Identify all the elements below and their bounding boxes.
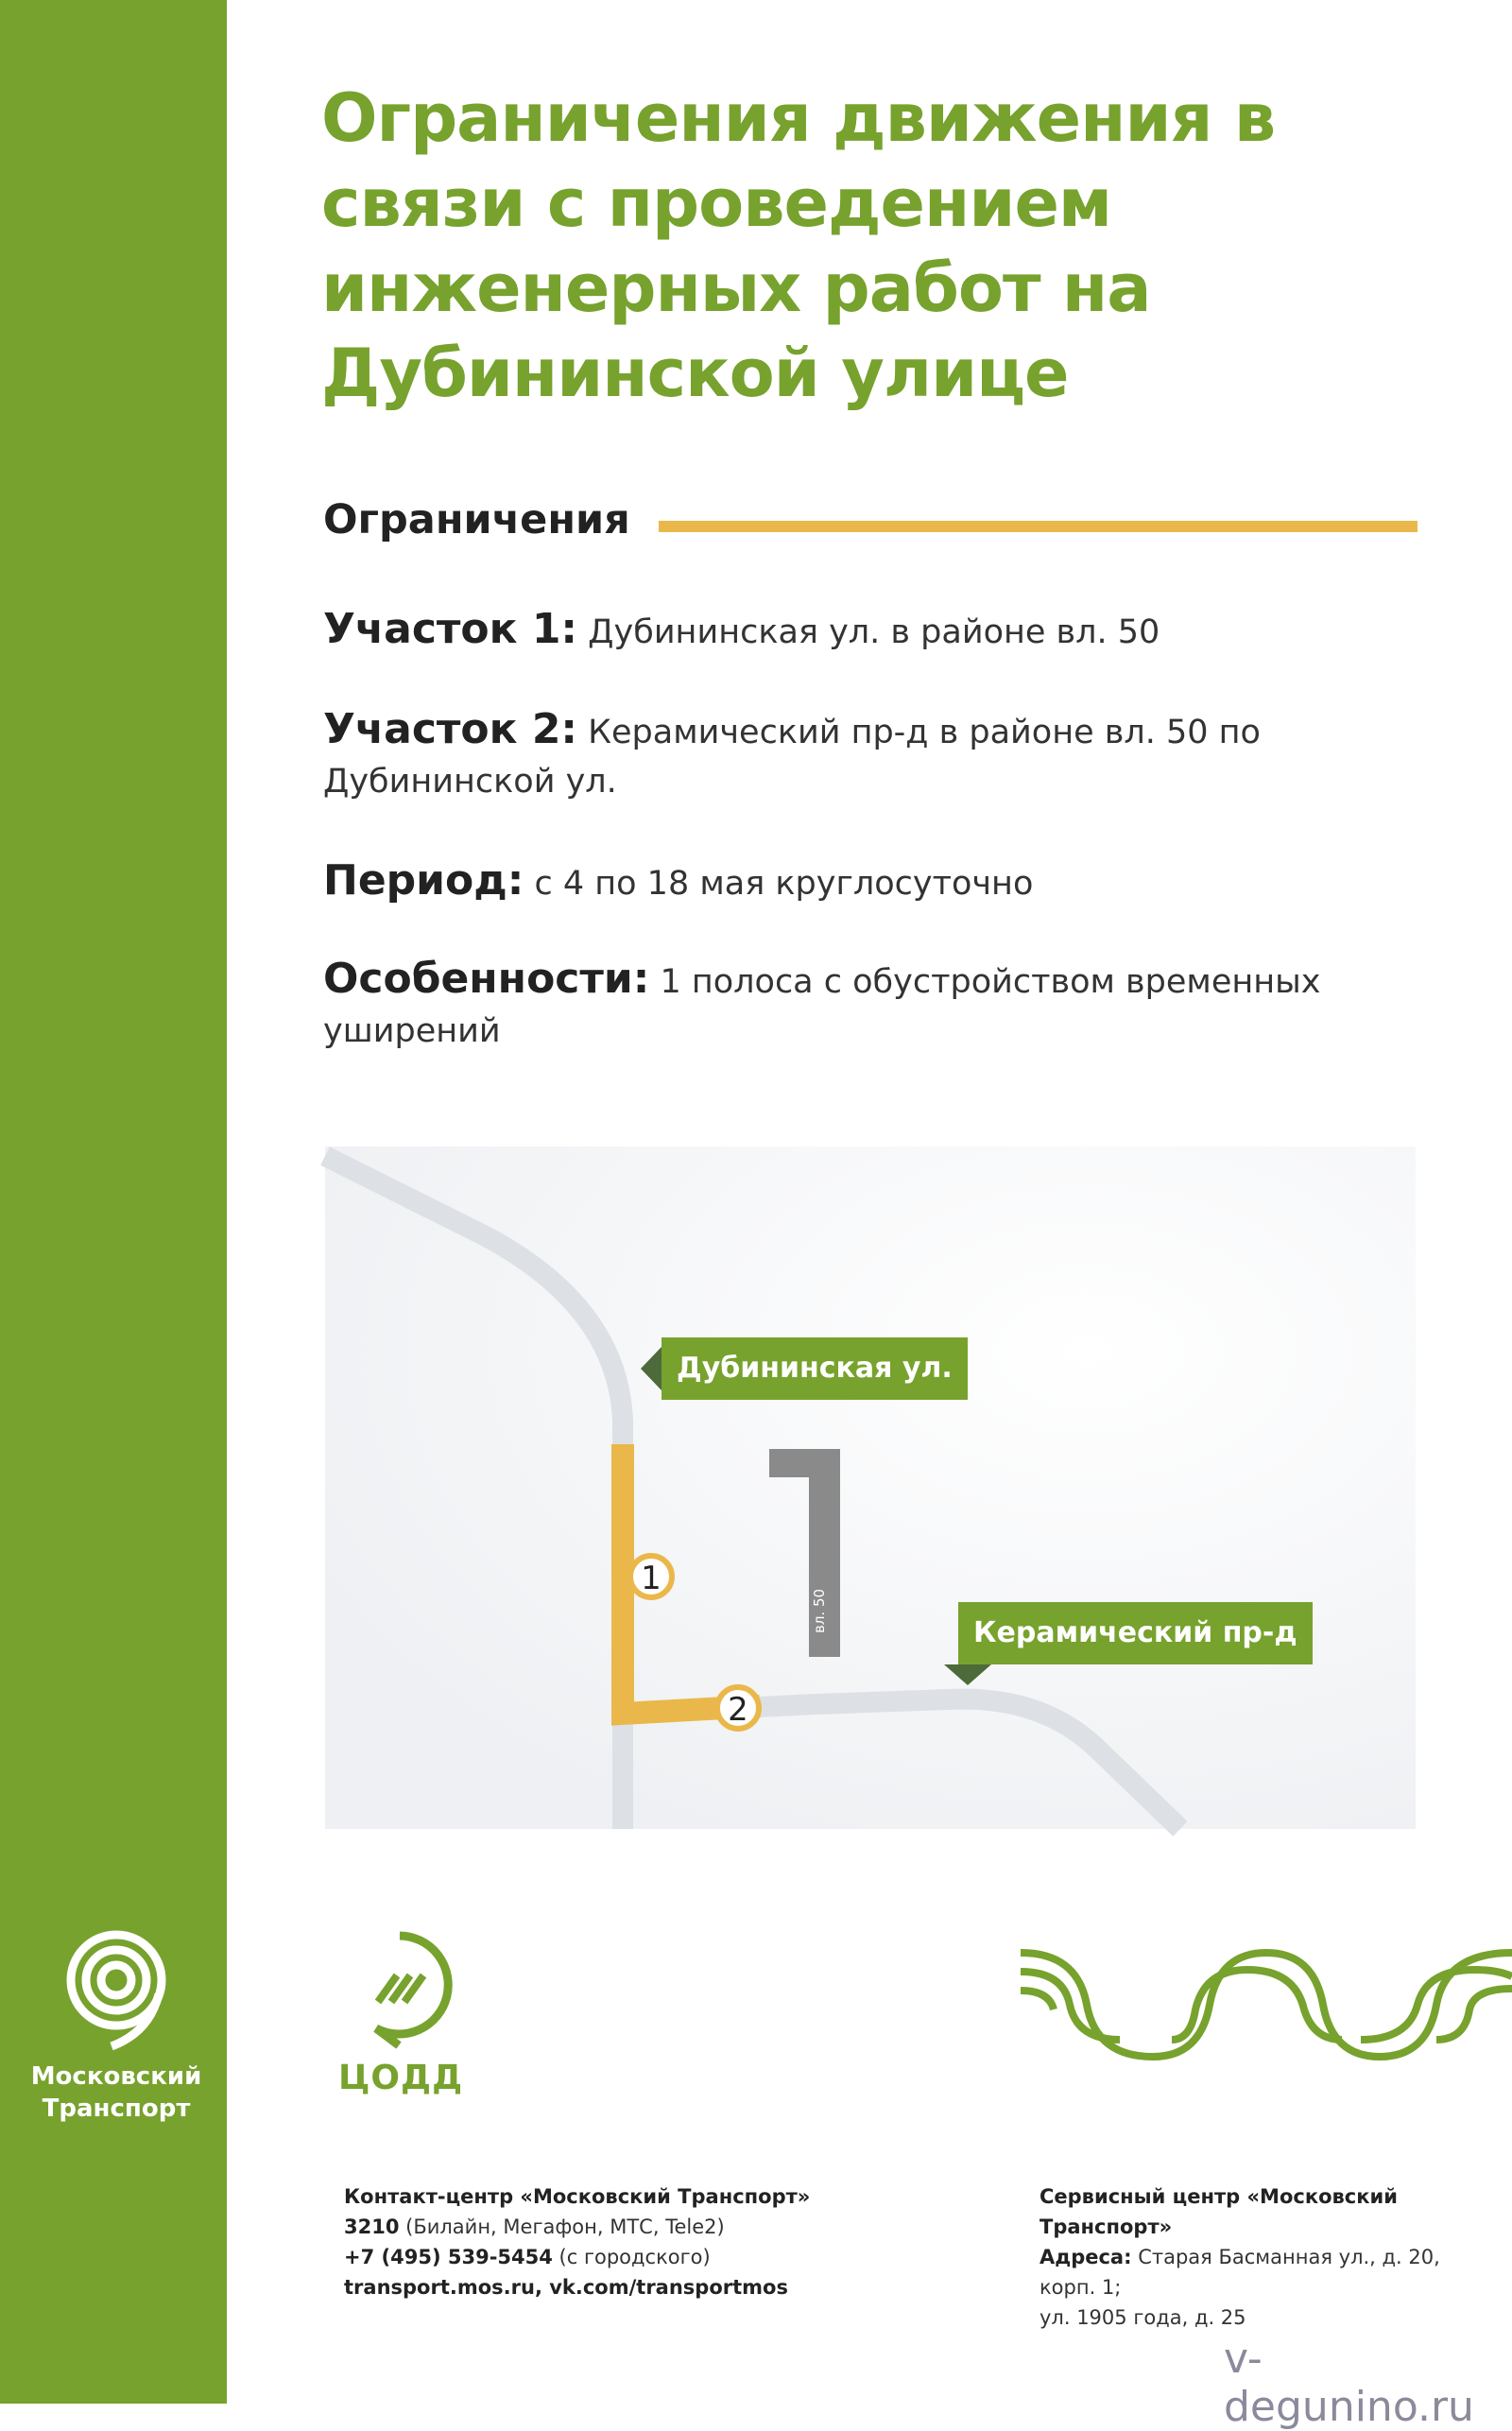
address-label: Адреса: [1040,2246,1132,2268]
fact-features [323,955,1325,1056]
fact-label: Особенности: [323,955,650,1003]
address-1: Старая Басманная ул., д. 20, корп. 1; [1040,2246,1440,2299]
fact-section-2 [323,705,1287,806]
fact-label: Участок 1: [323,605,578,653]
codd-pin-icon [338,1928,461,2051]
address-2: ул. 1905 года, д. 25 [1040,2306,1246,2329]
fact-section-1 [323,605,1429,657]
city-phone-note: (с городского) [558,2246,711,2268]
fact-label: Период: [323,856,524,905]
street-label-dubininskaya: Дубининская ул. [662,1337,968,1400]
wave-pattern-logo [1021,1934,1512,2079]
page-title: Ограничения движения в связи с проведением инженерных работ на Дубининской улице [321,79,1276,412]
street-label-keramichesky: Керамический пр-д [958,1602,1313,1664]
short-phone[interactable]: 3210 [344,2215,400,2238]
marker-2 [717,1687,759,1729]
contact-center [344,2181,873,2302]
section-divider [659,521,1418,532]
marker-2-label: 2 [728,1691,748,1729]
scheme-map [325,1147,1416,1829]
building-label: вл. 50 [811,1588,828,1633]
moscow-transport-nine-icon [55,1928,178,2051]
logo-line-2: Транспорт [42,2095,191,2123]
marker-1 [630,1556,672,1597]
fact-label: Участок 2: [323,705,578,753]
sidebar-band [0,0,227,2404]
contact-links[interactable]: transport.mos.ru, vk.com/transportmos [344,2276,788,2299]
fact-text: 1 полоса с обустройством временных уширений [323,963,1321,1050]
wave-pattern-icon [1021,1934,1512,2076]
service-center [1040,2181,1493,2333]
site-watermark[interactable]: v-degunino.ru [1224,2335,1474,2431]
fact-text: с 4 по 18 мая круглосуточно [534,865,1034,903]
codd-logo [338,1928,471,2097]
contact-title: Контакт-центр «Московский Транспорт» [344,2185,811,2208]
section-heading: Ограничения [323,496,630,543]
map-roads [325,1147,1416,1829]
fact-text: Дубининская ул. в районе вл. 50 [588,613,1160,651]
service-title: Сервисный центр «Московский Транспорт» [1040,2185,1398,2238]
city-phone[interactable]: +7 (495) 539-5454 [344,2246,553,2268]
moscow-transport-logo [26,1928,206,2125]
logo-line-1: Московский [30,2062,202,2091]
marker-1-label: 1 [641,1560,662,1597]
short-phone-note: (Билайн, Мегафон, МТС, Tele2) [405,2215,725,2238]
codd-text: ЦОДД [338,2059,464,2097]
fact-period [323,856,1429,908]
fact-text: Керамический пр-д в районе вл. 50 по Дубининской ул. [323,714,1261,801]
